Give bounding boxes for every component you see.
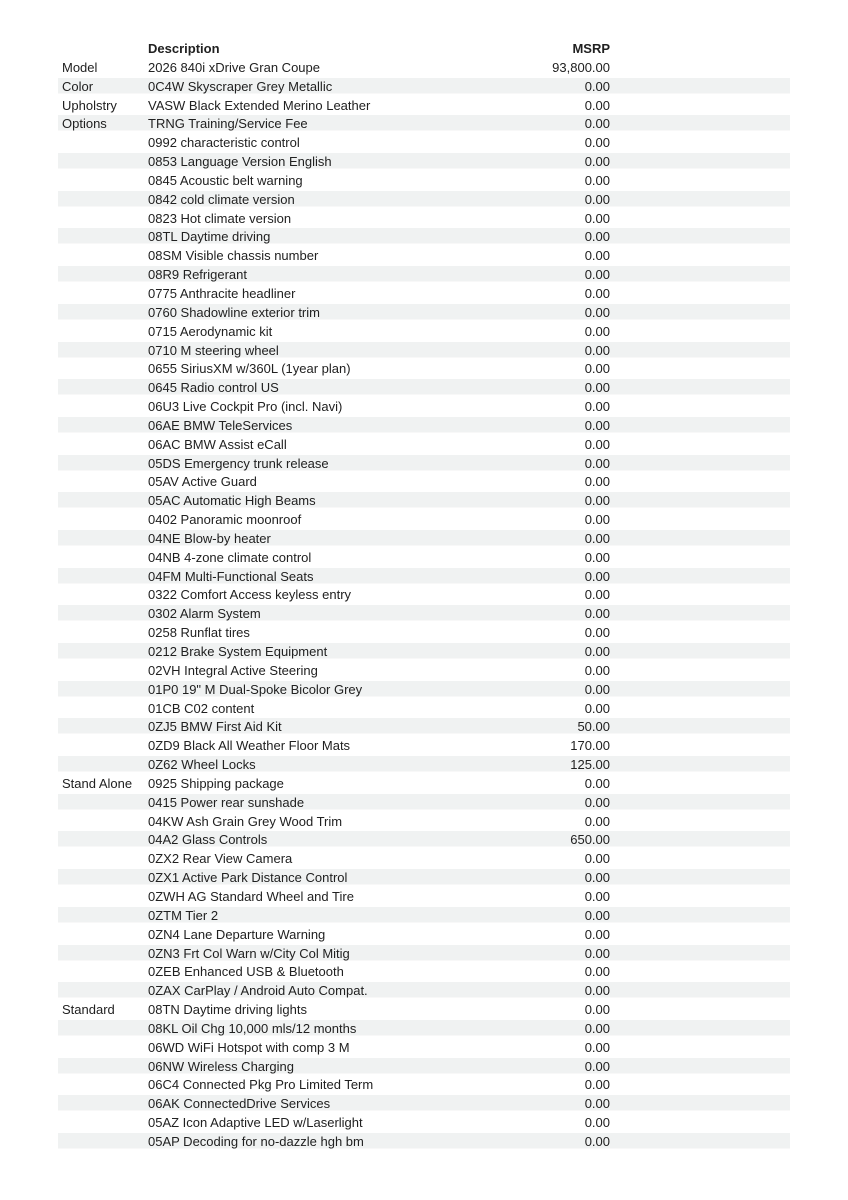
msrp-cell: 0.00 [584,172,610,188]
description-cell: 0823 Hot climate version [148,210,292,226]
category-cell [58,1039,148,1058]
msrp-cell: 0.00 [584,191,610,207]
table-row [58,247,790,266]
msrp-cell: 0.00 [584,945,610,961]
category-cell [58,417,148,436]
msrp-cell: 0.00 [584,625,610,641]
msrp-cell: 0.00 [584,1077,610,1093]
category-cell [58,530,148,549]
table-row [58,605,790,624]
msrp-cell: 0.00 [584,135,610,151]
category-cell [58,1058,148,1077]
description-cell: 0655 SiriusXM w/360L (1year plan) [148,361,351,377]
table-row [58,97,790,116]
category-cell [58,247,148,266]
category-cell [58,1095,148,1114]
category-cell [58,266,148,285]
table-row [58,982,790,1001]
description-cell: 05AP Decoding for no-dazzle hgh bm [148,1133,364,1149]
msrp-cell: 0.00 [584,229,610,245]
msrp-cell: 0.00 [584,1002,610,1018]
table-row [58,379,790,398]
category-cell [58,323,148,342]
msrp-cell: 170.00 [570,738,610,754]
msrp-cell: 0.00 [584,1115,610,1131]
description-cell: 04NB 4-zone climate control [148,549,312,565]
table-row [58,1058,790,1077]
category-cell: Standard [62,1002,115,1018]
description-cell: 04KW Ash Grain Grey Wood Trim [148,813,343,829]
description-cell: 06AC BMW Assist eCall [148,436,287,452]
msrp-cell: 0.00 [584,248,610,264]
category-cell [58,718,148,737]
table-row [58,775,790,794]
msrp-cell: 93,800.00 [552,59,610,75]
msrp-cell: 0.00 [584,851,610,867]
category-cell [58,568,148,587]
msrp-column-header: MSRP [572,41,610,56]
category-cell [58,945,148,964]
msrp-cell: 0.00 [584,210,610,226]
category-cell [58,907,148,926]
description-cell: 04FM Multi-Functional Seats [148,568,314,584]
table-row [58,586,790,605]
msrp-cell: 0.00 [584,983,610,999]
description-cell: 0322 Comfort Access keyless entry [148,587,352,603]
description-cell: 06U3 Live Cockpit Pro (incl. Navi) [148,399,343,415]
category-cell [58,982,148,1001]
description-cell: 0ZN3 Frt Col Warn w/City Col Mitig [148,945,350,961]
category-cell [58,756,148,775]
description-cell: 08SM Visible chassis number [148,248,319,264]
description-cell: 05AZ Icon Adaptive LED w/Laserlight [148,1115,363,1131]
table-row [58,831,790,850]
table-row [58,1133,790,1152]
msrp-cell: 0.00 [584,399,610,415]
category-cell [58,549,148,568]
description-cell: 0212 Brake System Equipment [148,644,328,659]
table-row [58,1114,790,1133]
msrp-cell: 0.00 [584,361,610,377]
table-row [58,59,790,78]
table-row [58,850,790,869]
msrp-cell: 0.00 [584,474,610,490]
description-cell: 0845 Acoustic belt warning [148,172,303,188]
description-cell: 2026 840i xDrive Gran Coupe [148,59,320,75]
description-cell: 0302 Alarm System [148,606,261,622]
description-cell: 0402 Panoramic moonroof [148,512,302,528]
table-row [58,134,790,153]
description-cell: 08TL Daytime driving [148,229,271,245]
category-cell: Options [62,116,107,132]
table-row [58,869,790,888]
category-cell [58,172,148,191]
table-row [58,907,790,926]
description-cell: 0ZWH AG Standard Wheel and Tire [148,888,354,904]
description-cell: 08KL Oil Chg 10,000 mls/12 months [148,1020,357,1036]
description-cell: 0710 M steering wheel [148,342,279,358]
category-cell [58,926,148,945]
table-row [58,1020,790,1039]
category-cell [58,963,148,982]
description-cell: 04A2 Glass Controls [148,832,268,848]
category-cell [58,436,148,455]
msrp-cell: 0.00 [584,606,610,622]
description-cell: TRNG Training/Service Fee [148,116,308,132]
table-row [58,1095,790,1114]
msrp-cell: 0.00 [584,512,610,528]
category-cell [58,153,148,172]
msrp-cell: 0.00 [584,323,610,339]
msrp-cell: 0.00 [584,549,610,565]
category-cell [58,813,148,832]
category-cell [58,473,148,492]
description-cell: 04NE Blow-by heater [148,530,271,546]
category-cell [58,342,148,361]
msrp-cell: 0.00 [584,644,610,659]
description-cell: 0925 Shipping package [148,775,284,791]
msrp-cell: 0.00 [584,267,610,283]
msrp-cell: 0.00 [584,417,610,433]
msrp-cell: 0.00 [584,285,610,301]
table-row [58,888,790,907]
description-cell: 0ZN4 Lane Departure Warning [148,926,326,942]
description-cell: 06C4 Connected Pkg Pro Limited Term [148,1077,374,1093]
description-cell: 08TN Daytime driving lights [148,1002,307,1018]
table-header [58,40,790,59]
category-cell [58,1020,148,1039]
table-row [58,624,790,643]
description-cell: 0853 Language Version English [148,154,332,170]
table-row [58,360,790,379]
description-cell: 0ZX2 Rear View Camera [148,851,293,867]
description-cell: 0760 Shadowline exterior trim [148,304,320,320]
table-row [58,926,790,945]
msrp-cell: 0.00 [584,342,610,358]
description-cell: 0992 characteristic control [148,135,300,151]
category-cell [58,134,148,153]
category-cell [58,869,148,888]
msrp-cell: 0.00 [584,1020,610,1036]
category-cell [58,700,148,719]
msrp-cell: 0.00 [584,775,610,791]
description-cell: VASW Black Extended Merino Leather [148,97,371,113]
category-cell [58,492,148,511]
category-cell: Color [62,78,94,94]
description-cell: 0842 cold climate version [148,191,295,207]
table-row [58,945,790,964]
table-row [58,492,790,511]
description-cell: 0ZTM Tier 2 [148,907,219,923]
description-cell: 0ZD9 Black All Weather Floor Mats [148,738,351,754]
category-cell: Model [62,59,98,75]
category-cell [58,379,148,398]
msrp-cell: 125.00 [570,757,610,773]
table-row [58,700,790,719]
category-cell [58,1133,148,1152]
description-cell: 0258 Runflat tires [148,625,250,641]
table-row [58,568,790,587]
category-cell [58,643,148,662]
category-cell [58,831,148,850]
msrp-cell: 0.00 [584,794,610,810]
description-cell: 0ZAX CarPlay / Android Auto Compat. [148,983,368,999]
category-cell [58,586,148,605]
msrp-cell: 0.00 [584,662,610,678]
category-cell: Upholstry [62,97,117,113]
category-cell [58,605,148,624]
msrp-cell: 0.00 [584,813,610,829]
msrp-cell: 0.00 [584,493,610,509]
category-cell [58,511,148,530]
msrp-cell: 0.00 [584,907,610,923]
category-cell [58,681,148,700]
description-cell: 06NW Wireless Charging [148,1058,294,1074]
description-cell: 05AV Active Guard [148,474,257,490]
table-row [58,662,790,681]
msrp-cell: 0.00 [584,436,610,452]
description-cell: 0ZX1 Active Park Distance Control [148,870,348,886]
table-row [58,794,790,813]
msrp-cell: 0.00 [584,681,610,697]
table-body [58,59,790,1152]
msrp-cell: 0.00 [584,700,610,716]
msrp-cell: 0.00 [584,304,610,320]
description-cell: 0C4W Skyscraper Grey Metallic [148,78,333,94]
table-row [58,549,790,568]
table-row [58,342,790,361]
category-cell [58,360,148,379]
msrp-cell: 0.00 [584,97,610,113]
description-cell: 0ZEB Enhanced USB & Bluetooth [148,964,344,980]
description-cell: 01P0 19" M Dual-Spoke Bicolor Grey [148,681,363,697]
price-sheet [58,40,790,1152]
msrp-cell: 0.00 [584,926,610,942]
category-cell [58,285,148,304]
category-cell: Stand Alone [62,775,133,791]
category-cell [58,794,148,813]
description-cell: 08R9 Refrigerant [148,267,247,283]
table-row [58,228,790,247]
msrp-cell: 0.00 [584,78,610,94]
category-cell [58,191,148,210]
msrp-cell: 0.00 [584,1039,610,1055]
description-cell: 06AK ConnectedDrive Services [148,1096,331,1112]
description-cell: 0645 Radio control US [148,380,279,396]
description-cell: 06WD WiFi Hotspot with comp 3 M [148,1039,350,1055]
table-row [58,191,790,210]
msrp-cell: 0.00 [584,1096,610,1112]
table-row [58,153,790,172]
table-row [58,172,790,191]
category-cell [58,398,148,417]
category-cell [58,850,148,869]
description-cell: 0ZJ5 BMW First Aid Kit [148,719,282,735]
table-row [58,737,790,756]
msrp-cell: 0.00 [584,1058,610,1074]
category-cell [58,662,148,681]
table-row [58,718,790,737]
category-cell [58,455,148,474]
description-cell: 0775 Anthracite headliner [148,285,296,301]
table-row [58,266,790,285]
msrp-cell: 50.00 [577,719,610,735]
description-cell: 01CB C02 content [148,700,255,716]
table-row [58,78,790,97]
table-row [58,1039,790,1058]
msrp-cell: 0.00 [584,888,610,904]
category-cell [58,737,148,756]
table-row [58,436,790,455]
table-row [58,115,790,134]
table-row [58,756,790,775]
table-row [58,398,790,417]
description-cell: 0715 Aerodynamic kit [148,323,273,339]
category-cell [58,304,148,323]
table-row [58,681,790,700]
table-row [58,323,790,342]
msrp-cell: 0.00 [584,870,610,886]
msrp-cell: 0.00 [584,964,610,980]
table-row [58,455,790,474]
category-cell [58,210,148,229]
msrp-cell: 0.00 [584,154,610,170]
description-cell: 0Z62 Wheel Locks [148,757,256,773]
table-row [58,210,790,229]
table-row [58,643,790,662]
msrp-cell: 650.00 [570,832,610,848]
category-cell [58,624,148,643]
msrp-cell: 0.00 [584,587,610,603]
msrp-cell: 0.00 [584,116,610,132]
description-cell: 02VH Integral Active Steering [148,662,318,678]
category-cell [58,1076,148,1095]
table-row [58,963,790,982]
table-row [58,473,790,492]
table-row [58,417,790,436]
table-row [58,285,790,304]
category-cell [58,228,148,247]
table-row [58,511,790,530]
msrp-cell: 0.00 [584,530,610,546]
msrp-cell: 0.00 [584,380,610,396]
table-row [58,813,790,832]
category-column-header [58,40,148,59]
description-cell: 0415 Power rear sunshade [148,794,305,810]
table-row [58,1001,790,1020]
msrp-cell: 0.00 [584,1133,610,1149]
table-row [58,1076,790,1095]
table-row [58,530,790,549]
category-cell [58,888,148,907]
category-cell [58,1114,148,1133]
description-cell: 06AE BMW TeleServices [148,417,293,433]
description-cell: 05DS Emergency trunk release [148,455,329,471]
description-column-header: Description [148,41,220,56]
description-cell: 05AC Automatic High Beams [148,493,316,509]
msrp-cell: 0.00 [584,568,610,584]
msrp-cell: 0.00 [584,455,610,471]
table-row [58,304,790,323]
